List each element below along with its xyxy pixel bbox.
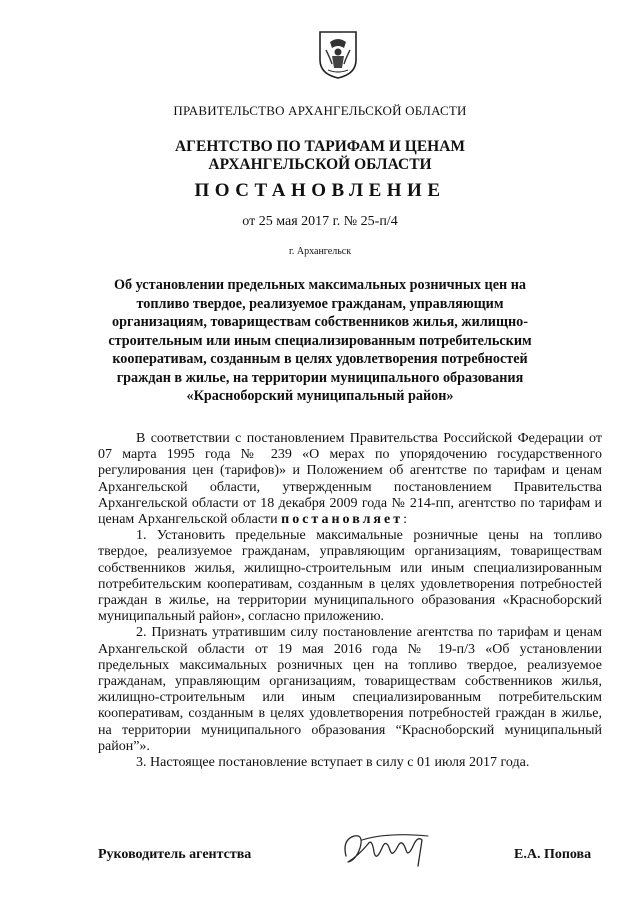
item-2: 2. Признать утратившим силу постановление агентства по тарифам и ценам Архангельской области от 19 мая 2016 года № 19-п/3 «Об установлении предельных максимальных розничных цен на топливо твердое, реализуемое гражданам, управляющим организациям, товариществам собственников жилья, жилищно-строительным или иным специализированным потребительским кооперативам, созданным в целях удовлетворения потребностей граждан в жилье, на территории муниципального образования “Красноборский муниципальный район”».: [98, 625, 602, 754]
decree-word: постановляет: [281, 512, 404, 528]
agency-line-1: АГЕНТСТВО ПО ТАРИФАМ И ЦЕНАМ: [174, 138, 466, 155]
document-type: ПОСТАНОВЛЕНИЕ: [194, 180, 446, 201]
agency-line-2: АРХАНГЕЛЬСКОЙ ОБЛАСТИ: [208, 156, 432, 173]
preamble-text: В соответствии с постановлением Правительства Российской Федерации от 07 марта 1995 года № 239 «О мерах по упорядочению государственного регулирования цен (тарифов)» и Положением об агентстве по тарифам и ценам Архангельской области, утвержденным постановлением Правительства Архангельской области от 18 декабря 2009 года № 214-пп, агентство по тарифам и ценам Архангельской области: [98, 431, 602, 528]
coat-of-arms-icon: [318, 30, 358, 80]
item-3: 3. Настоящее постановление вступает в силу с 01 июля 2017 года.: [136, 755, 530, 771]
date-number: от 25 мая 2017 г. № 25-п/4: [242, 214, 398, 229]
city: г. Архангельск: [288, 246, 352, 257]
signatory-name: Е.А. Попова: [514, 847, 592, 862]
handwritten-signature: [338, 826, 438, 872]
decree-colon: :: [403, 512, 407, 528]
document-title: Об установлении предельных максимальных розничных цен на топливо твердое, реализуемое гражданам, управляющим организациям, товариществам собственников жилья, жилищно-строительным или иным специализированным потребительским кооперативам, созданным в целях удовлетворения потребностей граждан в жилье, на территории муниципального образования «Красноборский муниципальный район»: [108, 277, 532, 404]
preamble-paragraph: [98, 431, 602, 528]
document-body: [98, 431, 602, 771]
agency-name: [0, 138, 640, 174]
item-1: 1. Установить предельные максимальные розничные цены на топливо твердое, реализуемое гражданам, управляющим организациям, товариществам собственников жилья, жилищно-строительным или иным специализированным потребительским кооперативам, созданным в целях удовлетворения потребностей граждан в жилье, на территории муниципального образования «Красноборский муниципальный район», согласно приложению.: [98, 528, 602, 625]
government-name: ПРАВИТЕЛЬСТВО АРХАНГЕЛЬСКОЙ ОБЛАСТИ: [173, 103, 467, 118]
signatory-position: Руководитель агентства: [98, 847, 252, 862]
